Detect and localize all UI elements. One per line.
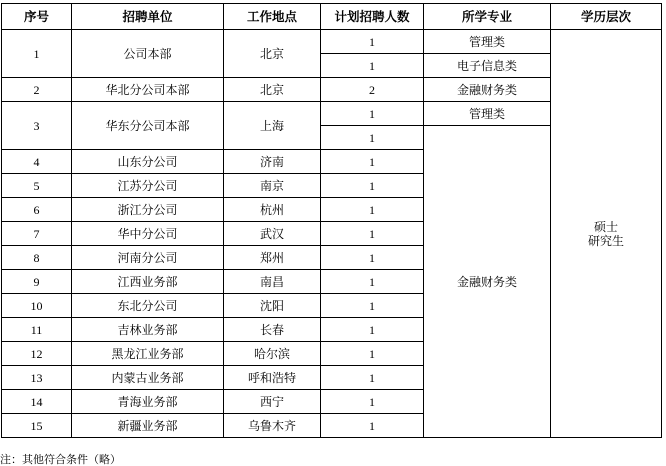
cell-count: 1 [321,222,424,246]
cell-major: 金融财务类 [424,78,551,102]
header-degree: 学历层次 [551,4,662,30]
header-major: 所学专业 [424,4,551,30]
recruitment-table [1,3,662,438]
degree-line-2: 研究生 [587,233,624,248]
cell-serial: 14 [2,390,72,414]
cell-count: 1 [321,270,424,294]
cell-major: 电子信息类 [424,54,551,78]
cell-unit: 华北分公司本部 [72,78,224,102]
cell-count: 1 [321,246,424,270]
cell-location: 呼和浩特 [224,366,321,390]
footer-note: 注：其他符合条件（略） [0,453,121,466]
cell-count: 1 [321,390,424,414]
header-location: 工作地点 [224,4,321,30]
cell-serial: 13 [2,366,72,390]
cell-location: 济南 [224,150,321,174]
cell-unit: 山东分公司 [72,150,224,174]
cell-count: 1 [321,366,424,390]
cell-location: 南昌 [224,270,321,294]
cell-location: 南京 [224,174,321,198]
cell-location: 哈尔滨 [224,342,321,366]
cell-degree [551,30,662,438]
cell-count: 1 [321,414,424,438]
cell-unit: 新疆业务部 [72,414,224,438]
cell-unit: 浙江分公司 [72,198,224,222]
cell-count: 1 [321,174,424,198]
cell-major-merged: 金融财务类 [424,126,551,438]
cell-location: 北京 [224,78,321,102]
cell-serial: 4 [2,150,72,174]
cell-count: 1 [321,198,424,222]
cell-unit: 华中分公司 [72,222,224,246]
cell-serial: 10 [2,294,72,318]
cell-count: 1 [321,126,424,150]
table-row [2,30,662,54]
cell-serial: 7 [2,222,72,246]
cell-location: 沈阳 [224,294,321,318]
cell-unit: 内蒙古业务部 [72,366,224,390]
cell-location: 郑州 [224,246,321,270]
cell-unit: 河南分公司 [72,246,224,270]
cell-unit: 青海业务部 [72,390,224,414]
cell-unit: 吉林业务部 [72,318,224,342]
cell-count: 2 [321,78,424,102]
cell-unit: 江苏分公司 [72,174,224,198]
cell-count: 1 [321,54,424,78]
cell-location: 上海 [224,102,321,150]
cell-count: 1 [321,294,424,318]
header-serial: 序号 [2,4,72,30]
cell-count: 1 [321,30,424,54]
cell-count: 1 [321,102,424,126]
degree-line-1: 硕士 [593,219,618,234]
cell-serial: 5 [2,174,72,198]
cell-serial: 6 [2,198,72,222]
header-planned-count: 计划招聘人数 [321,4,424,30]
cell-major: 管理类 [424,30,551,54]
cell-unit: 华东分公司本部 [72,102,224,150]
cell-unit: 黑龙江业务部 [72,342,224,366]
cell-serial: 3 [2,102,72,150]
cell-serial: 8 [2,246,72,270]
cell-serial: 2 [2,78,72,102]
cell-major: 管理类 [424,102,551,126]
cell-serial: 15 [2,414,72,438]
cell-unit: 江西业务部 [72,270,224,294]
cell-location: 乌鲁木齐 [224,414,321,438]
cell-location: 西宁 [224,390,321,414]
cell-location: 杭州 [224,198,321,222]
cell-location: 长春 [224,318,321,342]
cell-count: 1 [321,318,424,342]
cell-serial: 9 [2,270,72,294]
cell-location: 北京 [224,30,321,78]
cell-count: 1 [321,342,424,366]
cell-serial: 12 [2,342,72,366]
cell-unit: 东北分公司 [72,294,224,318]
header-row [2,4,662,30]
cell-count: 1 [321,150,424,174]
header-unit: 招聘单位 [72,4,224,30]
cell-location: 武汉 [224,222,321,246]
cell-serial: 1 [2,30,72,78]
cell-unit: 公司本部 [72,30,224,78]
cell-serial: 11 [2,318,72,342]
